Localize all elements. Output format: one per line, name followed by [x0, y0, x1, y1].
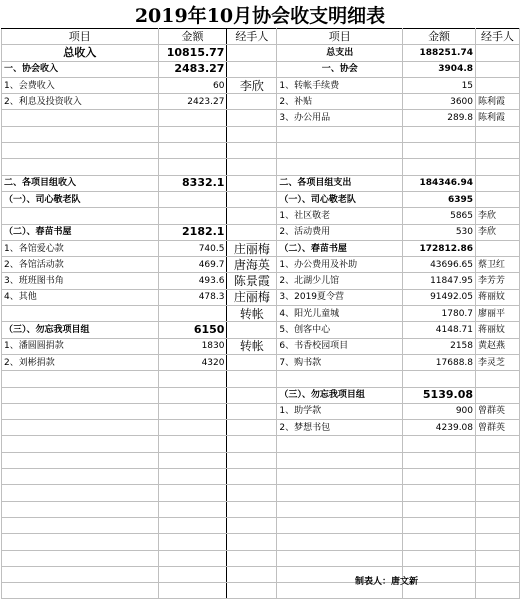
expense-item-amount: 4239.08 — [403, 420, 476, 436]
income-item-handler: 李欣 — [227, 77, 277, 93]
empty-row — [2, 452, 520, 468]
table-row — [2, 420, 520, 436]
table-row — [2, 273, 520, 289]
wuwang-income-row — [2, 322, 520, 338]
income-total-amount: 10815.77 — [158, 45, 227, 61]
association-row — [2, 61, 520, 77]
expense-item-handler: 李芳芳 — [476, 273, 520, 289]
table-row — [2, 306, 520, 322]
table-row — [2, 257, 520, 273]
expense-item-label: 3、办公用品 — [277, 110, 403, 126]
income-groups-amount: 8332.1 — [158, 175, 227, 191]
empty-row — [2, 126, 520, 142]
income-transfer-note: 转帐 — [227, 338, 277, 354]
empty-row — [2, 501, 520, 517]
income-item-amount: 60 — [158, 77, 227, 93]
wuwang-expense-row — [2, 387, 520, 403]
expense-item-amount: 15 — [403, 77, 476, 93]
income-item-amount: 740.5 — [158, 240, 227, 256]
table-row — [2, 403, 520, 419]
empty-row — [2, 436, 520, 452]
expense-item-amount: 17688.8 — [403, 354, 476, 370]
expense-sixin-label: （一）、司心敬老队 — [277, 191, 403, 207]
ledger-table — [1, 28, 520, 599]
income-chunmiao-label: （二）、春苗书屋 — [2, 224, 159, 240]
empty-row — [2, 159, 520, 175]
empty-row — [2, 534, 520, 550]
table-row — [2, 208, 520, 224]
income-item-label: 2、利息及投资收入 — [2, 94, 159, 110]
expense-total-amount: 188251.74 — [403, 45, 476, 61]
expense-item-label: 2、梦想书包 — [277, 420, 403, 436]
income-item-amount: 2423.27 — [158, 94, 227, 110]
expense-item-amount: 2158 — [403, 338, 476, 354]
expense-association-label: 一、协会 — [277, 61, 403, 77]
expense-total-label: 总支出 — [277, 45, 403, 61]
income-sixin-label: （一）、司心敬老队 — [2, 191, 159, 207]
expense-item-amount: 43696.65 — [403, 257, 476, 273]
expense-item-handler: 李灵芝 — [476, 354, 520, 370]
expense-wuwang-label: （三）、勿忘我项目组 — [277, 387, 403, 403]
expense-item-handler — [476, 77, 520, 93]
expense-item-amount: 530 — [403, 224, 476, 240]
income-item-header: 项目 — [2, 29, 159, 45]
expense-item-amount: 900 — [403, 403, 476, 419]
table-row — [2, 240, 520, 256]
expense-item-label: 1、转帐手续费 — [277, 77, 403, 93]
table-row — [2, 338, 520, 354]
expense-item-handler: 李欣 — [476, 208, 520, 224]
income-wuwang-label: （三）、勿忘我项目组 — [2, 322, 159, 338]
expense-item-label: 2、活动费用 — [277, 224, 403, 240]
totals-row — [2, 45, 520, 61]
expense-item-handler: 蒋丽妏 — [476, 322, 520, 338]
chunmiao-income-row — [2, 224, 520, 240]
expense-item-handler: 黄赵燕 — [476, 338, 520, 354]
income-association-label: 一、协会收入 — [2, 61, 159, 77]
expense-handler-header: 经手人 — [476, 29, 520, 45]
expense-item-label: 2、北湖少儿馆 — [277, 273, 403, 289]
expense-item-label: 1、助学款 — [277, 403, 403, 419]
empty-row — [2, 583, 520, 599]
expense-item-handler: 陈利霞 — [476, 94, 520, 110]
income-item-label: 1、会费收入 — [2, 77, 159, 93]
empty-row — [2, 469, 520, 485]
expense-item-label: 1、社区敬老 — [277, 208, 403, 224]
expense-item-handler: 李欣 — [476, 224, 520, 240]
expense-item-amount: 3600 — [403, 94, 476, 110]
expense-item-amount: 91492.05 — [403, 289, 476, 305]
footer-name: 唐文新 — [391, 577, 419, 587]
expense-item-amount: 5865 — [403, 208, 476, 224]
income-item-label: 3、班班图书角 — [2, 273, 159, 289]
expense-item-header: 项目 — [277, 29, 403, 45]
footer-signature — [355, 574, 418, 587]
income-item-handler: 唐海英 — [227, 257, 277, 273]
income-item-label: 1、潘圆圆捐款 — [2, 338, 159, 354]
expense-sixin-amount: 6395 — [403, 191, 476, 207]
table-row — [2, 77, 520, 93]
table-row — [2, 354, 520, 370]
expense-chunmiao-amount: 172812.86 — [403, 240, 476, 256]
expense-item-amount: 4148.71 — [403, 322, 476, 338]
expense-item-amount: 11847.95 — [403, 273, 476, 289]
expense-groups-label: 二、各项目组支出 — [277, 175, 403, 191]
sheet-title: 2019年10月协会收支明细表 — [134, 5, 386, 27]
expense-item-label: 2、补贴 — [277, 94, 403, 110]
income-item-label: 2、刘彬捐款 — [2, 354, 159, 370]
empty-row — [2, 517, 520, 533]
table-row — [2, 110, 520, 126]
income-item-amount: 469.7 — [158, 257, 227, 273]
expense-item-handler: 曾群英 — [476, 420, 520, 436]
income-association-amount: 2483.27 — [158, 61, 227, 77]
expense-item-amount: 1780.7 — [403, 306, 476, 322]
expense-item-label: 4、阳光儿童城 — [277, 306, 403, 322]
expense-item-handler: 蒋丽妏 — [476, 289, 520, 305]
income-handler-header: 经手人 — [227, 29, 277, 45]
income-item-handler: 陈景霞 — [227, 273, 277, 289]
empty-row — [2, 566, 520, 582]
empty-row — [2, 371, 520, 387]
sixin-row — [2, 191, 520, 207]
expense-wuwang-amount: 5139.08 — [403, 387, 476, 403]
table-row — [2, 289, 520, 305]
income-transfer-note: 转帐 — [227, 306, 277, 322]
empty-row — [2, 143, 520, 159]
table-row — [2, 94, 520, 110]
expense-item-handler: 蔡卫红 — [476, 257, 520, 273]
expense-association-amount: 3904.8 — [403, 61, 476, 77]
income-total-label: 总收入 — [2, 45, 159, 61]
expense-item-label: 1、办公费用及补助 — [277, 257, 403, 273]
expense-chunmiao-label: （二）、春苗书屋 — [277, 240, 403, 256]
expense-item-label: 3、2019夏令营 — [277, 289, 403, 305]
expense-item-handler: 陈利霞 — [476, 110, 520, 126]
expense-item-handler: 廖丽平 — [476, 306, 520, 322]
income-item-amount: 4320 — [158, 354, 227, 370]
income-item-amount: 493.6 — [158, 273, 227, 289]
income-item-amount: 1830 — [158, 338, 227, 354]
footer-label: 制表人： — [355, 577, 392, 587]
groups-row — [2, 175, 520, 191]
empty-row — [2, 485, 520, 501]
expense-item-label: 6、书香校园项目 — [277, 338, 403, 354]
income-item-label: 2、各馆活动款 — [2, 257, 159, 273]
expense-item-label: 7、购书款 — [277, 354, 403, 370]
expense-item-amount: 289.8 — [403, 110, 476, 126]
income-item-label: 4、其他 — [2, 289, 159, 305]
header-row — [2, 29, 520, 45]
income-chunmiao-amount: 2182.1 — [158, 224, 227, 240]
income-item-label: 1、各馆爱心款 — [2, 240, 159, 256]
expense-item-label: 5、创客中心 — [277, 322, 403, 338]
expense-amount-header: 金额 — [403, 29, 476, 45]
income-item-handler — [227, 94, 277, 110]
income-item-handler: 庄丽梅 — [227, 289, 277, 305]
income-amount-header: 金额 — [158, 29, 227, 45]
income-wuwang-amount: 6150 — [158, 322, 227, 338]
income-item-amount: 478.3 — [158, 289, 227, 305]
income-groups-label: 二、各项目组收入 — [2, 175, 159, 191]
income-item-handler: 庄丽梅 — [227, 240, 277, 256]
expense-groups-amount: 184346.94 — [403, 175, 476, 191]
expense-item-handler: 曾群英 — [476, 403, 520, 419]
empty-row — [2, 550, 520, 566]
